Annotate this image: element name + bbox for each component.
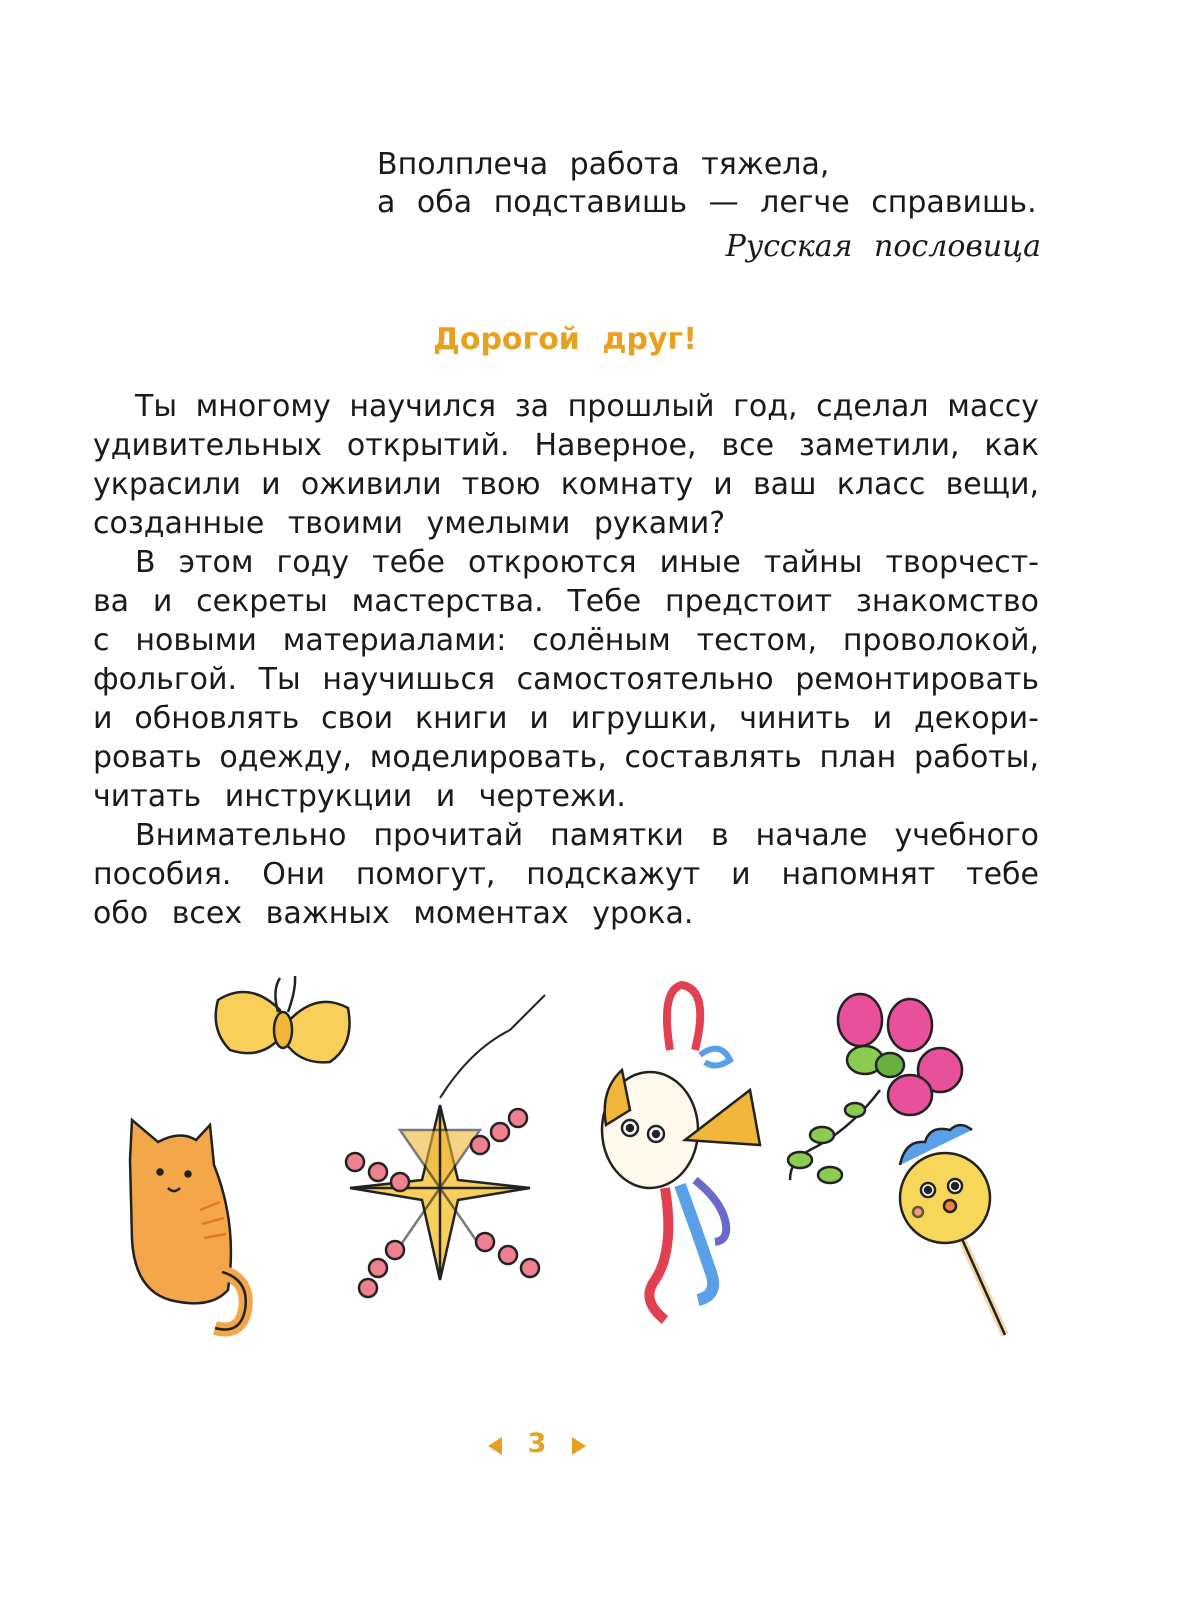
epigraph-line-1: Вполплеча работа тяжела, [377, 147, 830, 182]
epigraph-line-2: а оба подставишь — легче справишь. [377, 185, 1037, 220]
body-line: созданные твоими умелыми руками? [93, 506, 726, 541]
next-page-arrow-icon[interactable] [572, 1437, 586, 1455]
body-text [93, 387, 1039, 933]
body-line: и обновлять свои книги и игрушки, чинить и декори- [93, 701, 1039, 736]
body-line: В этом году тебе откроются иные тайны творчест- [135, 545, 1039, 580]
body-line: украсили и оживили твою комнату и ваш класс вещи, [93, 467, 1039, 502]
lollipop-bird-icon [900, 1125, 1005, 1335]
epigraph-source: Русская пословица [725, 229, 1041, 264]
body-line: обо всех важных моментах урока. [93, 896, 694, 931]
body-line: ровать одежду, моделировать, составлять план работы, [93, 740, 1039, 775]
body-line: пособия. Они помогут, подскажут и напомнят тебе [93, 857, 1039, 892]
crafts-illustration [110, 950, 1020, 1370]
page-navigation [0, 1428, 1172, 1464]
pasta-butterfly-icon [216, 976, 350, 1062]
body-line: удивительных открытий. Наверное, все заметили, как [93, 428, 1039, 463]
page-title: Дорогой друг! [433, 322, 697, 357]
body-line: фольгой. Ты научишься самостоятельно ремонтировать [93, 662, 1039, 697]
cat-icon [130, 1120, 246, 1330]
ribbon-fish-icon [602, 985, 760, 1320]
page-number: 3 [527, 1428, 547, 1459]
body-line: читать инструкции и чертежи. [93, 779, 626, 814]
body-line: Внимательно прочитай памятки в начале учебного [135, 818, 1039, 853]
prev-page-arrow-icon[interactable] [488, 1437, 502, 1455]
body-line: ва и секреты мастерства. Тебе предстоит знакомство [93, 584, 1039, 619]
pasta-star-ornament-icon [346, 995, 545, 1297]
body-line: с новыми материалами: солёным тестом, проволокой, [93, 623, 1039, 658]
epigraph [377, 146, 1041, 266]
body-line: Ты многому научился за прошлый год, сделал массу [135, 389, 1039, 424]
